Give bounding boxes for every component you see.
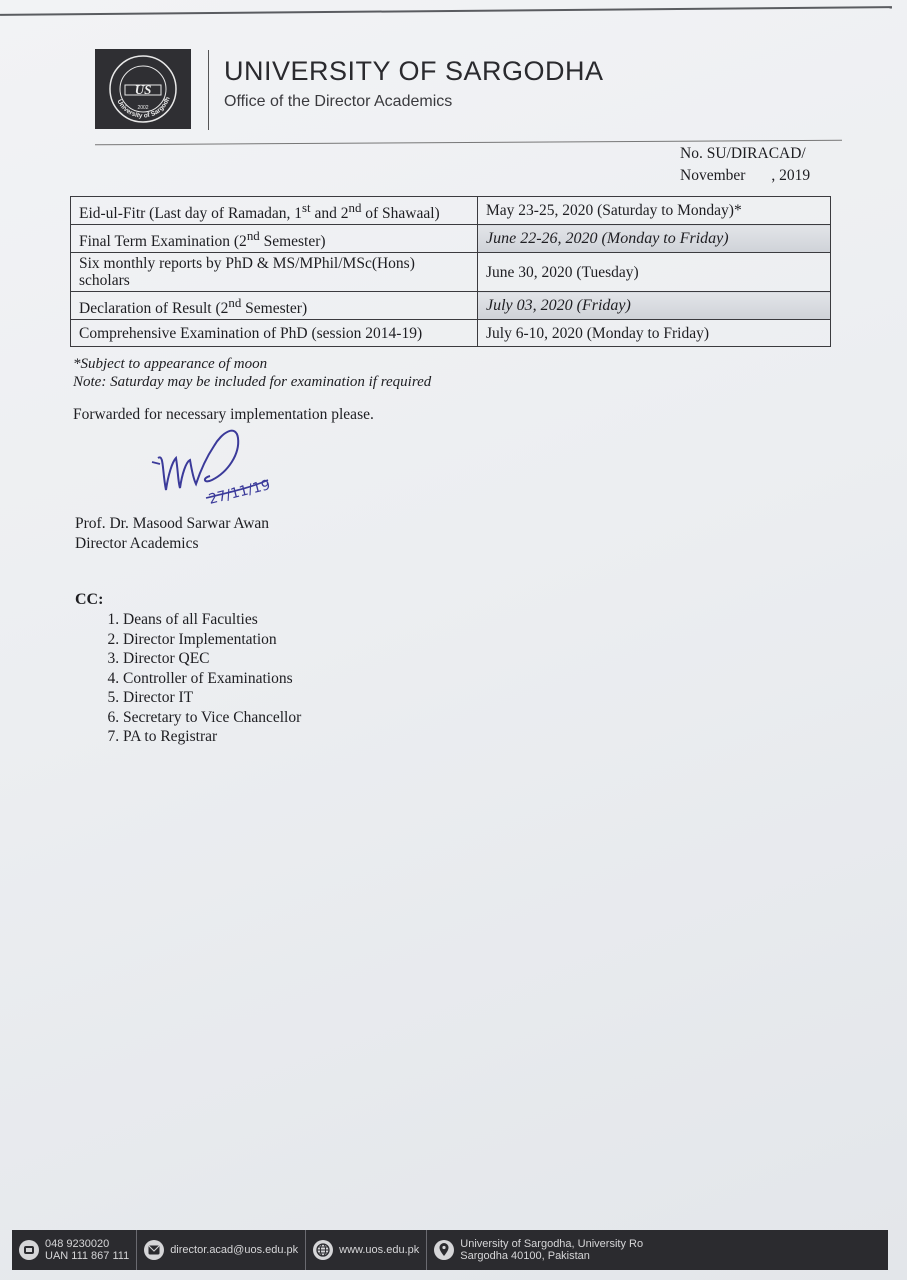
location-pin-icon bbox=[434, 1240, 454, 1260]
forwarded-line: Forwarded for necessary implementation please. bbox=[73, 406, 374, 423]
table-row bbox=[71, 292, 831, 320]
university-logo bbox=[95, 49, 191, 129]
cc-heading: CC: bbox=[75, 591, 104, 608]
signer-block bbox=[75, 514, 269, 554]
date-cell: July 6-10, 2020 (Monday to Friday) bbox=[478, 320, 831, 347]
page-edge bbox=[0, 6, 892, 16]
reference-block bbox=[680, 143, 810, 187]
event-cell: Six monthly reports by PhD & MS/MPhil/MSc(Hons) scholars bbox=[71, 253, 478, 292]
event-cell: Eid-ul-Fitr (Last day of Ramadan, 1st and 2nd of Shawaal) bbox=[71, 197, 478, 225]
date-cell: June 22-26, 2020 (Monday to Friday) bbox=[478, 225, 831, 253]
signature bbox=[150, 418, 290, 518]
table-row bbox=[71, 253, 831, 292]
signer-name: Prof. Dr. Masood Sarwar Awan bbox=[75, 515, 270, 532]
footer-address: University of Sargodha, University Ro Sargodha 40100, Pakistan bbox=[427, 1230, 650, 1270]
mail-icon bbox=[144, 1240, 164, 1260]
saturday-note: Note: Saturday may be included for examination if required bbox=[73, 374, 432, 390]
svg-text:2002: 2002 bbox=[137, 105, 149, 111]
event-cell: Declaration of Result (2nd Semester) bbox=[71, 292, 478, 320]
footer-website: www.uos.edu.pk bbox=[306, 1230, 427, 1270]
event-cell: Final Term Examination (2nd Semester) bbox=[71, 225, 478, 253]
list-item: 2. Director Implementation bbox=[123, 630, 301, 650]
schedule-table bbox=[70, 196, 831, 347]
footer-bar bbox=[12, 1230, 888, 1270]
list-item: 1. Deans of all Faculties bbox=[123, 610, 301, 630]
svg-text:University of Sargodha: University of Sargodh bbox=[115, 96, 172, 120]
list-item: 3. Director QEC bbox=[123, 649, 301, 669]
date-cell: July 03, 2020 (Friday) bbox=[478, 292, 831, 320]
cc-list bbox=[103, 610, 301, 747]
list-item: 4. Controller of Examinations bbox=[123, 669, 301, 689]
table-row bbox=[71, 320, 831, 347]
svg-text:US: US bbox=[134, 82, 152, 97]
list-item: 6. Secretary to Vice Chancellor bbox=[123, 708, 301, 728]
reference-date: November , 2019 bbox=[680, 167, 811, 184]
office-name: Office of the Director Academics bbox=[224, 93, 453, 110]
reference-number: No. SU/DIRACAD/ bbox=[680, 145, 806, 162]
moon-note: *Subject to appearance of moon bbox=[73, 356, 268, 372]
event-cell: Comprehensive Examination of PhD (session 2014-19) bbox=[71, 320, 478, 347]
signature-date: 27/11/19 bbox=[207, 477, 272, 508]
footer-phone: 048 9230020 UAN 111 867 111 bbox=[12, 1230, 137, 1270]
list-item: 7. PA to Registrar bbox=[123, 727, 301, 747]
globe-icon bbox=[313, 1240, 333, 1260]
signer-title: Director Academics bbox=[75, 535, 199, 552]
header-divider bbox=[208, 50, 209, 130]
table-row bbox=[71, 225, 831, 253]
date-cell: June 30, 2020 (Tuesday) bbox=[478, 253, 831, 292]
date-cell: May 23-25, 2020 (Saturday to Monday)* bbox=[478, 197, 831, 225]
list-item: 5. Director IT bbox=[123, 688, 301, 708]
university-name: UNIVERSITY OF SARGODHA bbox=[224, 56, 604, 86]
phone-icon bbox=[19, 1240, 39, 1260]
footer-email: director.acad@uos.edu.pk bbox=[137, 1230, 306, 1270]
table-row bbox=[71, 197, 831, 225]
